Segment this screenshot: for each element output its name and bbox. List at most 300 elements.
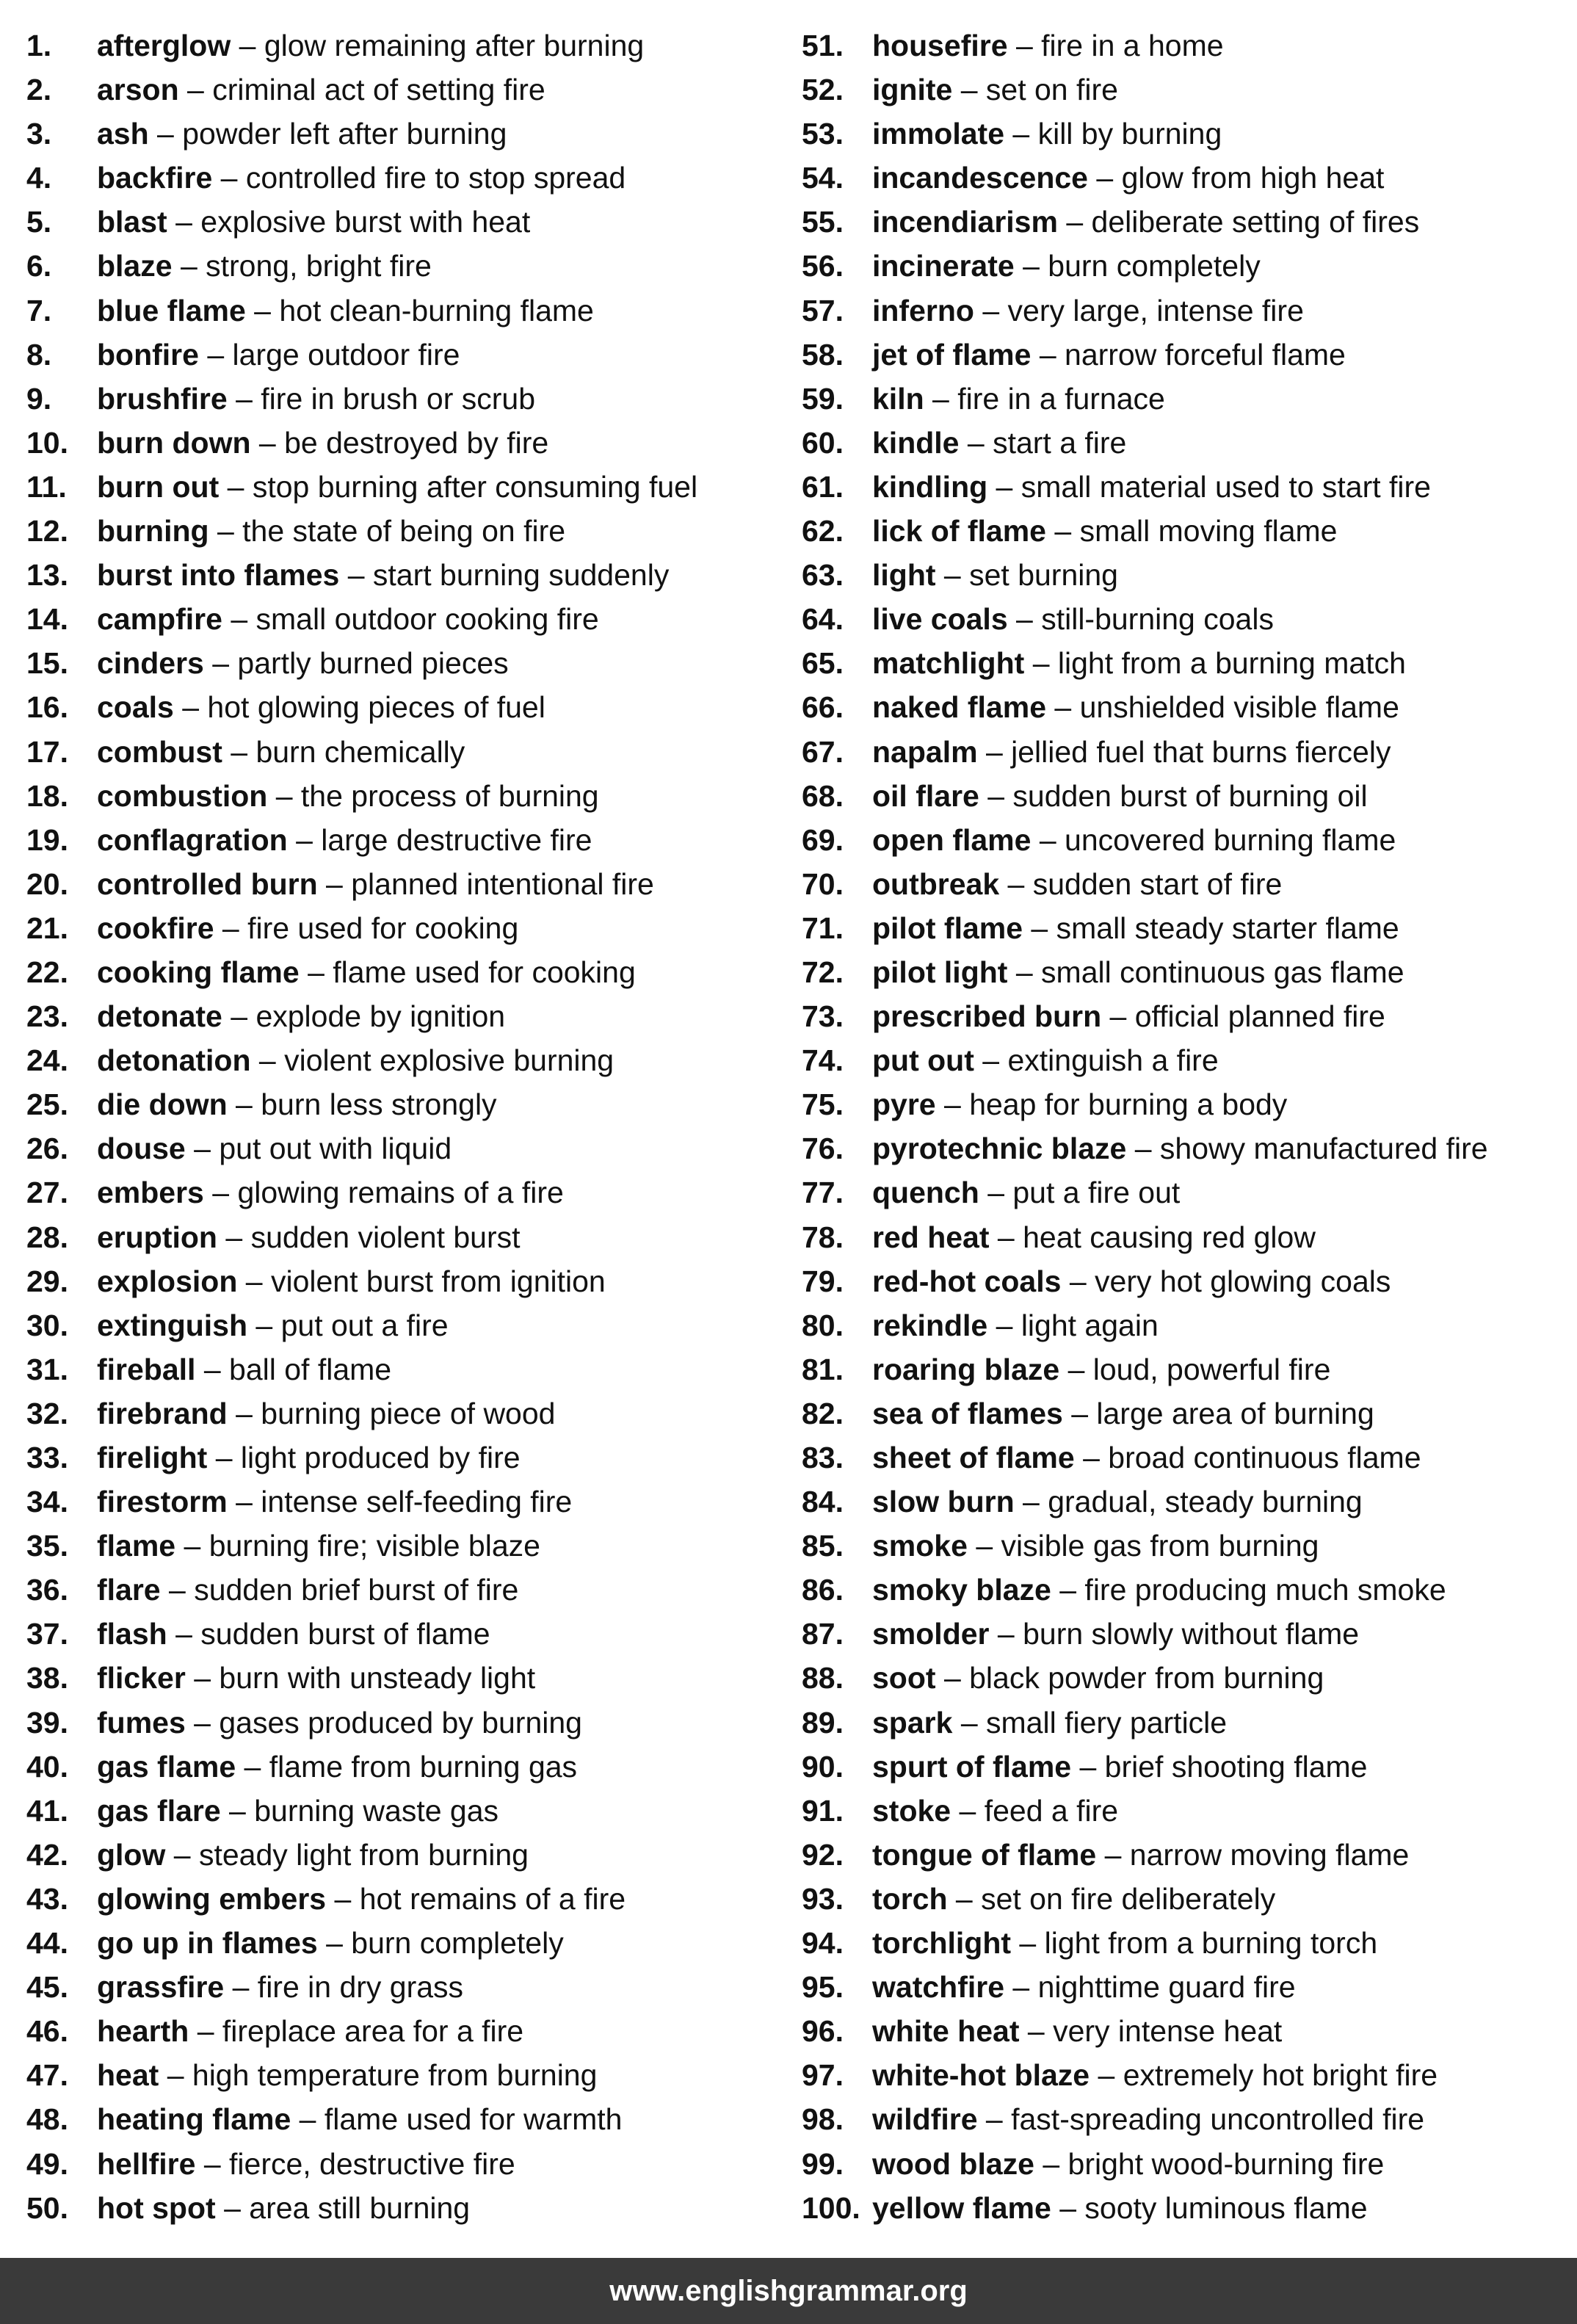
list-item-definition: – be destroyed by fire — [250, 425, 549, 460]
list-item-number: 11. — [26, 469, 67, 504]
list-item — [26, 1833, 797, 1877]
list-item-term: go up in flames — [97, 1926, 318, 1961]
list-item-definition: – broad continuous flame — [1074, 1441, 1421, 1474]
list-item-number: 71. — [802, 911, 844, 945]
list-item-definition: – light from a burning match — [1024, 646, 1406, 681]
list-item — [26, 1347, 797, 1391]
list-item-text — [872, 23, 1224, 68]
list-item-term: pilot flame — [872, 911, 1023, 945]
list-item-definition: – violent burst from ignition — [237, 1264, 606, 1298]
list-item-text — [872, 68, 1118, 112]
list-item-definition: – jellied fuel that burns fiercely — [977, 734, 1391, 769]
list-item-term: smoky blaze — [872, 1573, 1051, 1607]
list-item-number: 74. — [802, 1043, 844, 1078]
list-item-text — [97, 641, 509, 685]
list-item-term: coals — [97, 690, 174, 725]
list-item — [802, 2097, 1577, 2141]
list-item-text — [97, 377, 535, 421]
list-item-text — [97, 421, 548, 465]
list-item-term: combust — [97, 734, 222, 769]
list-item-term: red heat — [872, 1220, 990, 1254]
list-item-text — [97, 1701, 582, 1745]
list-item-text — [97, 465, 697, 509]
list-item-text — [97, 994, 505, 1038]
list-item-definition: – burning fire; visible blaze — [175, 1529, 540, 1563]
list-item-definition: – fierce, destructive fire — [195, 2146, 515, 2181]
list-item-number: 39. — [26, 1705, 68, 1740]
list-item-definition: – stop burning after consuming fuel — [219, 469, 698, 504]
list-item — [26, 1789, 797, 1833]
list-item-definition: – intense self-feeding fire — [227, 1485, 573, 1519]
list-item-term: roaring blaze — [872, 1352, 1060, 1386]
list-item — [802, 1921, 1577, 1965]
list-item-term: slow burn — [872, 1485, 1015, 1519]
list-item-text — [872, 421, 1126, 465]
list-item-term: burning — [97, 514, 209, 549]
list-item-term: matchlight — [872, 646, 1025, 681]
list-item-number: 69. — [802, 822, 844, 857]
list-item-text — [97, 1921, 564, 1965]
list-item-text — [872, 2009, 1282, 2053]
list-item-term: brushfire — [97, 381, 228, 416]
list-item-term: stoke — [872, 1793, 951, 1828]
list-item-term: pyre — [872, 1087, 936, 1122]
list-item-term: blue flame — [97, 293, 246, 327]
list-item-term: incendiarism — [872, 205, 1058, 239]
list-item-number: 95. — [802, 1970, 844, 2005]
list-item-definition: – hot remains of a fire — [326, 1881, 626, 1916]
list-item-number: 72. — [802, 955, 844, 989]
list-item-text — [872, 377, 1165, 421]
list-item-number: 92. — [802, 1837, 844, 1872]
list-item — [26, 1126, 797, 1170]
list-item-definition: – fast-spreading uncontrolled fire — [977, 2102, 1425, 2137]
list-item-number: 47. — [26, 2058, 68, 2093]
list-item-text — [97, 1656, 535, 1700]
list-item-text — [872, 1877, 1275, 1921]
list-item — [802, 1391, 1577, 1436]
list-item-term: pyrotechnic blaze — [872, 1132, 1127, 1166]
list-item-number: 93. — [802, 1881, 844, 1916]
list-item-definition: – set on fire — [952, 73, 1118, 107]
list-item-number: 42. — [26, 1837, 68, 1872]
list-item-definition: – flame from burning gas — [236, 1749, 578, 1784]
list-item-definition: – controlled fire to stop spread — [212, 161, 626, 195]
list-item-term: ash — [97, 117, 149, 151]
list-item-number: 100. — [802, 2190, 860, 2225]
list-item-definition: – high temperature from burning — [159, 2058, 598, 2093]
list-item-term: cooking flame — [97, 955, 300, 989]
list-item — [802, 421, 1577, 465]
list-item-definition: – bright wood-burning fire — [1034, 2146, 1385, 2181]
list-item-text — [872, 2097, 1424, 2141]
list-item-number: 25. — [26, 1087, 68, 1122]
list-item-term: glowing embers — [97, 1881, 327, 1916]
list-item-number: 57. — [802, 293, 844, 327]
list-item-number: 24. — [26, 1043, 68, 1078]
list-item-term: heat — [97, 2058, 159, 2093]
list-item-definition: – glowing remains of a fire — [203, 1176, 564, 1210]
list-item-text — [97, 68, 545, 112]
list-item-text — [872, 200, 1419, 244]
list-item-term: hot spot — [97, 2190, 216, 2225]
list-item-definition: – sudden burst of flame — [167, 1617, 490, 1651]
list-item-term: gas flare — [97, 1793, 221, 1828]
list-item-text — [97, 1038, 614, 1082]
list-item-text — [872, 950, 1404, 994]
list-item — [26, 1038, 797, 1082]
list-item-term: afterglow — [97, 29, 231, 62]
list-item-number: 79. — [802, 1264, 844, 1298]
list-item — [802, 774, 1577, 818]
list-item-definition: – powder left after burning — [148, 117, 507, 151]
list-item-term: glow — [97, 1837, 166, 1872]
list-item-text — [872, 1701, 1227, 1745]
list-item-definition: – small outdoor cooking fire — [222, 602, 599, 637]
list-item — [26, 509, 797, 553]
word-list-right-column — [802, 23, 1577, 2230]
list-item — [26, 2009, 797, 2053]
list-item-definition: – fire producing much smoke — [1051, 1573, 1446, 1607]
list-item-number: 83. — [802, 1441, 844, 1474]
list-item-text — [872, 774, 1368, 818]
list-item-definition: – heat causing red glow — [989, 1220, 1316, 1254]
list-item-text — [872, 2053, 1438, 2097]
list-item-number: 37. — [26, 1617, 68, 1651]
list-item-definition: – brief shooting flame — [1071, 1749, 1368, 1784]
list-item-text — [872, 597, 1274, 641]
list-item — [802, 23, 1577, 68]
list-item-term: burn down — [97, 425, 251, 460]
list-item-definition: – put out a fire — [247, 1308, 449, 1342]
list-item — [26, 1170, 797, 1215]
list-item-number: 75. — [802, 1087, 844, 1122]
list-item-number: 6. — [26, 249, 52, 283]
list-item-term: firelight — [97, 1441, 208, 1474]
list-item — [802, 685, 1577, 729]
list-item-definition: – burn less strongly — [227, 1087, 497, 1122]
list-item-definition: – large destructive fire — [287, 822, 592, 857]
list-item-number: 61. — [802, 469, 844, 504]
list-item — [26, 597, 797, 641]
list-item — [26, 1082, 797, 1126]
list-item-number: 98. — [802, 2102, 844, 2137]
list-item-number: 64. — [802, 602, 844, 637]
list-item-number: 55. — [802, 205, 844, 239]
list-item-definition: – very intense heat — [1019, 2014, 1283, 2049]
list-item-term: housefire — [872, 29, 1008, 62]
list-item-number: 30. — [26, 1308, 68, 1342]
list-item-definition: – fire in a furnace — [924, 381, 1165, 416]
list-item — [26, 1480, 797, 1524]
list-item-term: prescribed burn — [872, 999, 1102, 1034]
list-item-text — [872, 1568, 1446, 1612]
list-item-text — [97, 597, 599, 641]
list-item — [26, 23, 797, 68]
list-item-term: put out — [872, 1043, 974, 1078]
list-item-number: 60. — [802, 425, 844, 460]
list-item-definition: – burn with unsteady light — [185, 1661, 536, 1695]
list-item-definition: – light again — [987, 1308, 1159, 1342]
list-item-term: combustion — [97, 778, 268, 813]
list-item-definition: – set on fire deliberately — [947, 1881, 1276, 1916]
list-item-number: 43. — [26, 1881, 68, 1916]
list-item-number: 62. — [802, 514, 844, 549]
list-item-definition: – strong, bright fire — [172, 249, 432, 283]
list-item — [802, 200, 1577, 244]
list-item — [802, 112, 1577, 156]
list-item-term: napalm — [872, 734, 978, 769]
list-item-term: firebrand — [97, 1396, 228, 1430]
list-item — [26, 1259, 797, 1303]
list-item-definition: – sooty luminous flame — [1051, 2190, 1368, 2225]
list-item-definition: – explosive burst with heat — [167, 205, 531, 239]
list-item-definition: – start a fire — [959, 425, 1127, 460]
list-item-text — [872, 641, 1406, 685]
list-item-definition: – fire in brush or scrub — [227, 381, 535, 416]
list-item-text — [97, 509, 565, 553]
list-item-number: 96. — [802, 2014, 844, 2049]
list-item — [802, 465, 1577, 509]
list-item-term: fumes — [97, 1705, 186, 1740]
list-item — [802, 1612, 1577, 1656]
list-item — [802, 597, 1577, 641]
list-item — [802, 1701, 1577, 1745]
list-item-number: 76. — [802, 1132, 844, 1166]
list-item-number: 7. — [26, 293, 52, 327]
list-item-term: soot — [872, 1661, 936, 1695]
list-item-text — [97, 1612, 490, 1656]
list-item-term: torch — [872, 1881, 948, 1916]
list-item-number: 97. — [802, 2058, 844, 2093]
list-item — [26, 1656, 797, 1700]
list-item — [26, 685, 797, 729]
list-item-text — [97, 112, 507, 156]
list-item-definition: – gradual, steady burning — [1014, 1485, 1363, 1519]
list-item-term: torchlight — [872, 1926, 1012, 1961]
list-item-definition: – small fiery particle — [952, 1705, 1228, 1740]
list-item-text — [97, 244, 432, 288]
list-item-definition: – fire used for cooking — [214, 911, 519, 945]
list-item-text — [97, 2097, 622, 2141]
list-item-number: 70. — [802, 866, 844, 901]
list-item-text — [97, 1259, 606, 1303]
list-item-term: explosion — [97, 1264, 238, 1298]
list-item-number: 50. — [26, 2190, 68, 2225]
list-item-text — [97, 553, 669, 597]
list-item — [802, 1568, 1577, 1612]
list-item-text — [97, 1480, 572, 1524]
list-item — [26, 68, 797, 112]
list-item-number: 44. — [26, 1926, 68, 1961]
list-item-term: burn out — [97, 469, 220, 504]
list-item-definition: – steady light from burning — [165, 1837, 529, 1872]
list-item-text — [872, 465, 1431, 509]
list-item-number: 80. — [802, 1308, 844, 1342]
list-item-definition: – black powder from burning — [935, 1661, 1324, 1695]
list-item-term: yellow flame — [872, 2190, 1051, 2225]
list-item-number: 77. — [802, 1176, 844, 1210]
list-item-text — [872, 1524, 1319, 1568]
list-item-text — [97, 2186, 470, 2230]
list-item-term: flame — [97, 1529, 176, 1563]
list-item-text — [97, 1789, 499, 1833]
list-item-number: 1. — [26, 29, 52, 62]
list-item-text — [97, 685, 545, 729]
list-item-text — [97, 1082, 497, 1126]
list-item-definition: – fireplace area for a fire — [189, 2014, 524, 2049]
list-item-text — [872, 553, 1118, 597]
list-item — [26, 2097, 797, 2141]
list-item — [26, 2053, 797, 2097]
list-item-definition: – small moving flame — [1045, 514, 1338, 549]
list-item-number: 81. — [802, 1352, 844, 1386]
list-item-term: pilot light — [872, 955, 1008, 989]
list-item-number: 68. — [802, 778, 844, 813]
list-item-definition: – loud, powerful fire — [1059, 1352, 1331, 1386]
list-item — [26, 774, 797, 818]
list-item-number: 34. — [26, 1485, 68, 1519]
list-item-number: 26. — [26, 1132, 68, 1166]
list-item-term: heating flame — [97, 2102, 291, 2137]
list-item — [802, 2142, 1577, 2186]
list-item-text — [872, 333, 1346, 377]
list-item — [802, 1965, 1577, 2009]
list-item-text — [872, 1038, 1219, 1082]
list-item — [802, 950, 1577, 994]
list-item — [802, 1215, 1577, 1259]
list-item-number: 53. — [802, 117, 844, 151]
list-item-text — [97, 1833, 529, 1877]
list-item-definition: – extinguish a fire — [974, 1043, 1219, 1078]
list-item-text — [872, 244, 1261, 288]
list-item-term: tongue of flame — [872, 1837, 1097, 1872]
list-item — [802, 2053, 1577, 2097]
list-item-term: spark — [872, 1705, 953, 1740]
list-item-number: 32. — [26, 1396, 68, 1430]
list-item — [802, 641, 1577, 685]
list-item-term: flash — [97, 1617, 167, 1651]
list-item-definition: – small continuous gas flame — [1007, 955, 1404, 989]
list-item-term: kiln — [872, 381, 924, 416]
list-item-definition: – large outdoor fire — [198, 337, 460, 372]
list-item-number: 38. — [26, 1661, 68, 1695]
list-item-definition: – sudden burst of burning oil — [979, 778, 1368, 813]
list-item-number: 28. — [26, 1220, 68, 1254]
list-item-term: sheet of flame — [872, 1441, 1075, 1474]
list-item-number: 13. — [26, 558, 68, 593]
list-item — [802, 2009, 1577, 2053]
list-item-text — [872, 1480, 1363, 1524]
list-item — [802, 1170, 1577, 1215]
list-item — [26, 1568, 797, 1612]
list-item-definition: – burn chemically — [222, 734, 465, 769]
list-item-definition: – burn completely — [317, 1926, 564, 1961]
list-item-text — [872, 2142, 1384, 2186]
list-item-number: 59. — [802, 381, 844, 416]
list-item — [26, 333, 797, 377]
list-item-definition: – flame used for warmth — [291, 2102, 623, 2137]
list-item-definition: – glow remaining after burning — [231, 29, 645, 62]
list-item-number: 8. — [26, 337, 52, 372]
list-item-number: 40. — [26, 1749, 68, 1784]
list-item-definition: – fire in dry grass — [224, 1970, 464, 2005]
list-item-definition: – hot glowing pieces of fuel — [173, 690, 545, 725]
list-item-text — [97, 23, 644, 68]
list-item — [26, 465, 797, 509]
list-item — [802, 1833, 1577, 1877]
list-item-term: conflagration — [97, 822, 288, 857]
list-item — [26, 818, 797, 862]
list-item — [26, 862, 797, 906]
list-item-definition: – official planned fire — [1101, 999, 1385, 1034]
list-item-number: 52. — [802, 73, 844, 107]
list-item-number: 78. — [802, 1220, 844, 1254]
list-item-definition: – extremely hot bright fire — [1090, 2058, 1438, 2093]
list-item-number: 73. — [802, 999, 844, 1034]
footer-site-url[interactable]: www.englishgrammar.org — [609, 2274, 968, 2307]
list-item-definition: – the state of being on fire — [209, 514, 566, 549]
list-item-text — [97, 156, 626, 200]
list-item — [26, 112, 797, 156]
list-item-number: 16. — [26, 690, 68, 725]
list-item-term: campfire — [97, 602, 222, 637]
list-item-definition: – partly burned pieces — [203, 646, 509, 681]
list-item-number: 12. — [26, 514, 68, 549]
list-item — [802, 818, 1577, 862]
list-item-text — [872, 1612, 1359, 1656]
list-item-number: 35. — [26, 1529, 68, 1563]
list-item-term: incandescence — [872, 161, 1088, 195]
list-item-text — [97, 1436, 521, 1480]
list-item-term: extinguish — [97, 1308, 248, 1342]
list-item-term: spurt of flame — [872, 1749, 1072, 1784]
list-item-text — [872, 994, 1385, 1038]
list-item — [26, 1391, 797, 1436]
list-item-definition: – kill by burning — [1004, 117, 1222, 151]
list-item — [802, 244, 1577, 288]
list-item-term: wildfire — [872, 2102, 978, 2137]
list-item — [26, 1436, 797, 1480]
list-item — [802, 156, 1577, 200]
list-item-text — [97, 333, 460, 377]
list-item-definition: – visible gas from burning — [967, 1529, 1319, 1563]
list-item-number: 67. — [802, 734, 844, 769]
list-item-definition: – small steady starter flame — [1023, 911, 1399, 945]
list-item-number: 14. — [26, 602, 68, 637]
list-item-term: white heat — [872, 2014, 1020, 2049]
list-item-term: smoke — [872, 1529, 968, 1563]
list-item-term: naked flame — [872, 690, 1046, 725]
list-item-definition: – heap for burning a body — [935, 1087, 1288, 1122]
list-item-definition: – light produced by fire — [207, 1441, 521, 1474]
list-item-term: detonation — [97, 1043, 251, 1078]
list-item-definition: – sudden violent burst — [217, 1220, 521, 1254]
list-item-term: red-hot coals — [872, 1264, 1062, 1298]
list-item-text — [97, 2009, 523, 2053]
list-item-number: 5. — [26, 205, 52, 239]
list-item — [802, 1745, 1577, 1789]
list-item — [802, 862, 1577, 906]
word-list-left-column — [26, 23, 797, 2230]
list-item-text — [872, 1215, 1316, 1259]
list-item-definition: – burning piece of wood — [227, 1396, 556, 1430]
list-item-number: 65. — [802, 646, 844, 681]
list-item-definition: – very hot glowing coals — [1061, 1264, 1391, 1298]
list-item-text — [872, 1921, 1377, 1965]
list-item — [26, 377, 797, 421]
list-item-term: watchfire — [872, 1970, 1004, 2005]
